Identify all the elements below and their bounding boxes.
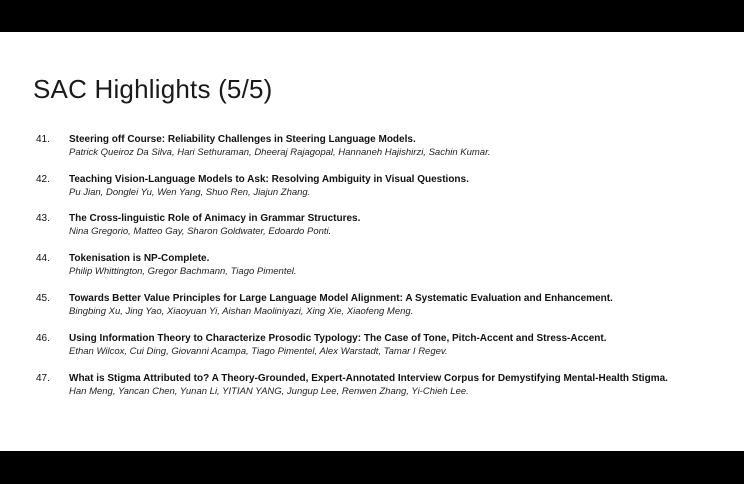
paper-authors: Han Meng, Yancan Chen, Yunan Li, YITIAN YANG, Jungup Lee, Renwen Zhang, Yi-Chieh Lee.: [69, 386, 469, 397]
slide-title: SAC Highlights (5/5): [33, 74, 273, 104]
slide: [0, 32, 744, 451]
paper-number: 44.: [36, 253, 50, 264]
paper-title: What is Stigma Attributed to? A Theory-Grounded, Expert-Annotated Interview Corpus for Demystifying Mental-Health Stigma.: [69, 373, 668, 384]
paper-title: The Cross-linguistic Role of Animacy in Grammar Structures.: [69, 213, 361, 224]
paper-number: 46.: [36, 333, 50, 344]
paper-number: 47.: [36, 373, 50, 384]
paper-authors: Ethan Wilcox, Cui Ding, Giovanni Acampa, Tiago Pimentel, Alex Warstadt, Tamar I Regev.: [69, 346, 448, 357]
paper-item: [0, 213, 744, 249]
paper-number: 41.: [36, 134, 50, 145]
paper-authors: Philip Whittington, Gregor Bachmann, Tiago Pimentel.: [69, 266, 297, 277]
paper-authors: Pu Jian, Donglei Yu, Wen Yang, Shuo Ren, Jiajun Zhang.: [69, 187, 311, 198]
paper-item: [0, 293, 744, 329]
paper-title: Towards Better Value Principles for Large Language Model Alignment: A Systematic Evaluation and Enhancement.: [69, 293, 613, 304]
paper-title: Using Information Theory to Characterize Prosodic Typology: The Case of Tone, Pitch-Accent and Stress-Accent.: [69, 333, 607, 344]
paper-title: Steering off Course: Reliability Challenges in Steering Language Models.: [69, 134, 416, 145]
paper-authors: Nina Gregorio, Matteo Gay, Sharon Goldwater, Edoardo Ponti.: [69, 226, 332, 237]
paper-item: [0, 134, 744, 170]
paper-number: 42.: [36, 174, 50, 185]
paper-item: [0, 253, 744, 289]
paper-number: 45.: [36, 293, 50, 304]
paper-list: [0, 32, 744, 451]
paper-item: [0, 373, 744, 409]
paper-item: [0, 174, 744, 210]
paper-authors: Patrick Queiroz Da Silva, Hari Sethuraman, Dheeraj Rajagopal, Hannaneh Hajishirzi, Sachin Kumar.: [69, 147, 491, 158]
paper-item: [0, 333, 744, 369]
paper-title: Teaching Vision-Language Models to Ask: Resolving Ambiguity in Visual Questions.: [69, 174, 469, 185]
paper-title: Tokenisation is NP-Complete.: [69, 253, 210, 264]
paper-authors: Bingbing Xu, Jing Yao, Xiaoyuan Yi, Aishan Maoliniyazi, Xing Xie, Xiaofeng Meng.: [69, 306, 414, 317]
paper-number: 43.: [36, 213, 50, 224]
